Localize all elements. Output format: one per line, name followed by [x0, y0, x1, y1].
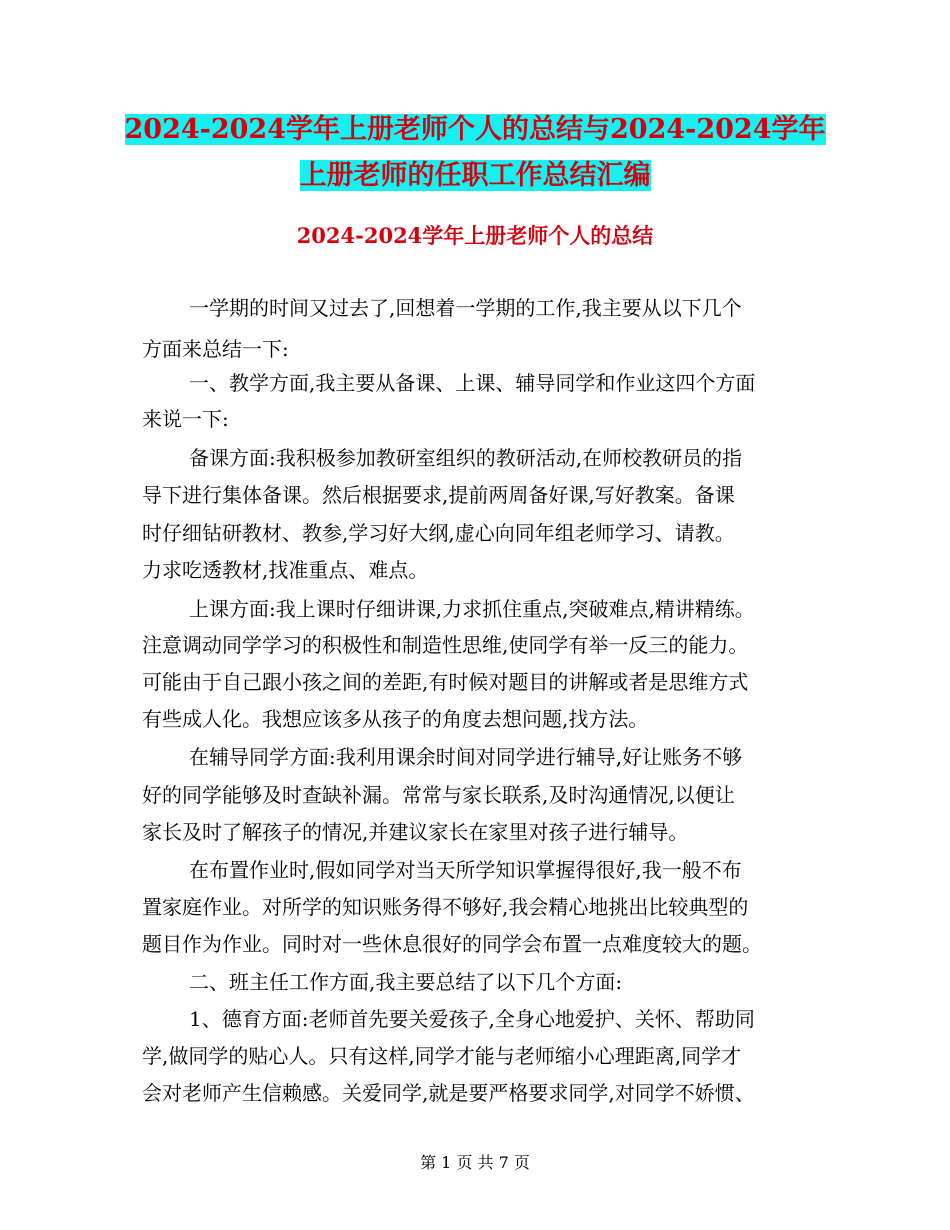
- body-line: 导下进行集体备课。然后根据要求,提前两周备好课,写好教案。备课: [142, 483, 735, 507]
- body-line: 备课方面:我积极参加教研室组织的教研活动,在师校教研员的指: [189, 446, 743, 470]
- body-line: 力求吃透教材,找准重点、难点。: [142, 558, 429, 582]
- body-line: 1、德育方面:老师首先要关爱孩子,全身心地爱护、关怀、帮助同: [189, 1007, 755, 1031]
- body-line: 有些成人化。我想应该多从孩子的角度去想问题,找方法。: [142, 707, 649, 731]
- body-line: 一学期的时间又过去了,回想着一学期的工作,我主要从以下几个: [189, 296, 742, 320]
- body-line: 来说一下:: [142, 407, 229, 431]
- body-line: 二、班主任工作方面,我主要总结了以下几个方面:: [189, 970, 623, 994]
- body-line: 在布置作业时,假如同学对当天所学知识掌握得很好,我一般不布: [189, 858, 742, 882]
- document-title-line-2: [0, 157, 950, 195]
- body-line: 题目作为作业。同时对一些休息很好的同学会布置一点难度较大的题。: [142, 932, 762, 956]
- body-line: 时仔细钻研教材、教参,学习好大纲,虚心向同年组老师学习、请教。: [142, 521, 735, 545]
- body-line: 好的同学能够及时查缺补漏。常常与家长联系,及时沟通情况,以便让: [142, 783, 735, 807]
- document-title-line-1: [0, 111, 950, 149]
- body-line: 置家庭作业。对所学的知识账务得不够好,我会精心地挑出比较典型的: [142, 895, 749, 919]
- body-line: 一、教学方面,我主要从备课、上课、辅导同学和作业这四个方面: [189, 371, 756, 395]
- body-line: 家长及时了解孩子的情况,并建议家长在家里对孩子进行辅导。: [142, 820, 689, 844]
- body-line: 可能由于自己跟小孩之间的差距,有时候对题目的讲解或者是思维方式: [142, 670, 749, 694]
- title-highlight-1: 2024-2024学年上册老师个人的总结与2024-2024学年: [124, 114, 826, 145]
- body-line: 上课方面:我上课时仔细讲课,力求抓住重点,突破难点,精讲精练。: [189, 597, 755, 621]
- section-title: 2024-2024学年上册老师个人的总结: [296, 223, 654, 248]
- body-line: 在辅导同学方面:我利用课余时间对同学进行辅导,好让账务不够: [189, 745, 743, 769]
- body-line: 学,做同学的贴心人。只有这样,同学才能与老师缩小心理距离,同学才: [142, 1044, 742, 1068]
- body-line: 注意调动同学学习的积极性和制造性思维,使同学有举一反三的能力。: [142, 633, 749, 657]
- body-line: 会对老师产生信赖感。关爱同学,就是要严格要求同学,对同学不娇惯、: [142, 1081, 755, 1105]
- page-number-footer: 第 1 页 共 7 页: [420, 1153, 530, 1172]
- body-line: 方面来总结一下:: [142, 337, 289, 361]
- title-highlight-2: 上册老师的任职工作总结汇编: [299, 160, 651, 191]
